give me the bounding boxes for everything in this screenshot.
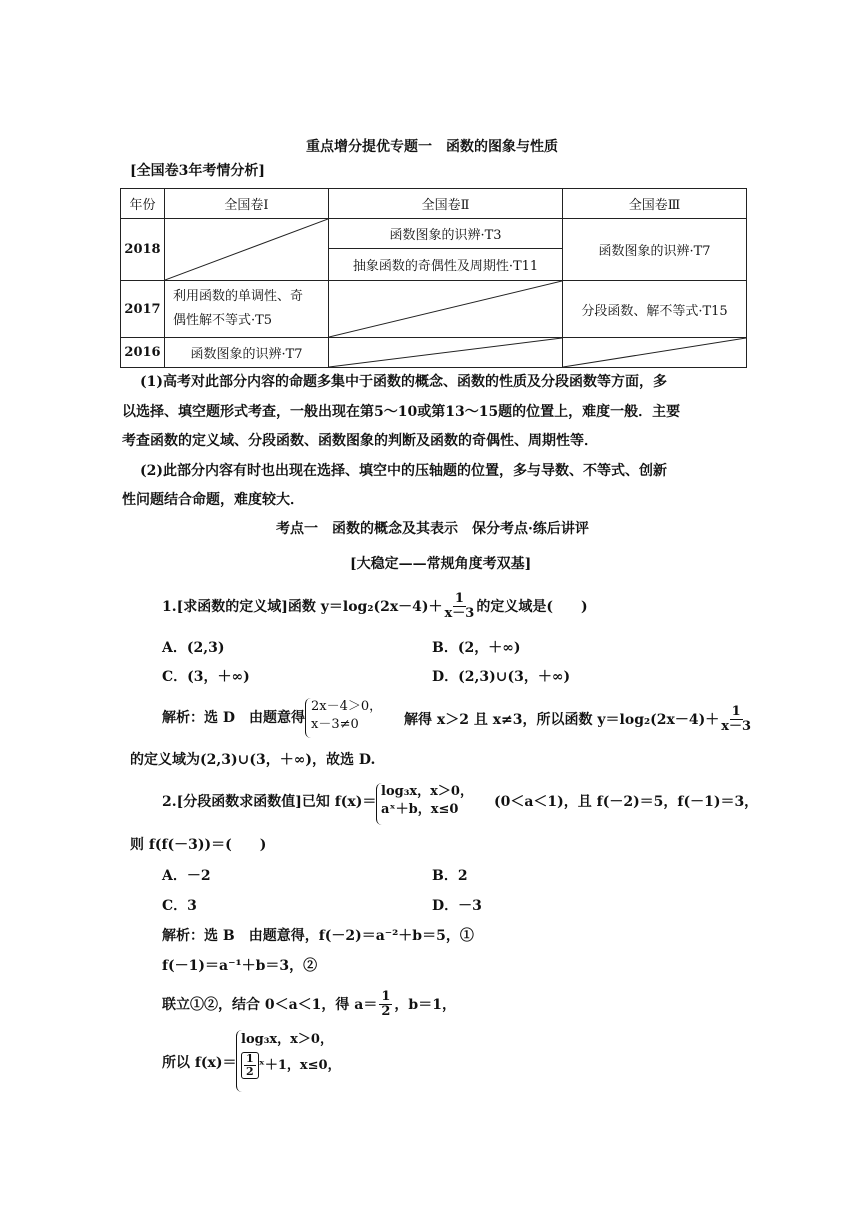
parenthesized-fraction	[241, 1052, 259, 1079]
note-1-line-1: (1)高考对此部分内容的命题多集中于函数的概念、函数的性质及分段函数等方面，多	[140, 374, 667, 390]
table-row-2017	[121, 281, 747, 338]
header-year: 年份	[121, 189, 165, 219]
q2-option-d: D．－3	[432, 898, 482, 914]
year-cell: 2016	[121, 338, 165, 368]
q2-option-a: A．－2	[162, 868, 211, 884]
piecewise-case: log₃x，x＞0，	[381, 784, 473, 799]
year-cell: 2017	[121, 281, 165, 338]
solution-text: 联立①②，结合 0＜a＜1，得 a＝	[162, 996, 378, 1013]
q2-option-b: B．2	[432, 868, 468, 884]
cell-line: 偶性解不等式·T5	[173, 313, 273, 328]
page-title: 重点增分提优专题一 函数的图象与性质	[306, 139, 558, 155]
q2-stem-question: 则 f(f(－3))＝( )	[130, 837, 267, 853]
q1-solution-body	[404, 705, 753, 734]
table-row-2018	[121, 219, 747, 249]
fraction-numerator: 1	[381, 989, 391, 1004]
note-2-line-2: 性问题结合命题，难度较大．	[122, 492, 304, 508]
solution-text: ，b＝1，	[394, 996, 456, 1013]
q2-option-c: C．3	[162, 898, 197, 914]
fraction-numerator: 1	[246, 1052, 254, 1065]
fraction	[721, 705, 751, 734]
q2-solution-line-2: f(－1)＝a⁻¹＋b＝3，②	[162, 958, 318, 974]
table-cell: 函数图象的识辨·T7	[165, 338, 329, 368]
fraction-numerator: 1	[454, 591, 464, 606]
q1-option-b: B．(2，＋∞)	[432, 640, 521, 656]
q2-piecewise	[381, 783, 473, 819]
section-subheading: [大稳定——常规角度考双基]	[350, 556, 532, 572]
solution-text: 解得 x＞2 且 x≠3，所以函数 y＝log₂(2x－4)＋	[404, 711, 720, 728]
table-cell: 分段函数、解不等式·T15	[563, 281, 747, 338]
piecewise-case	[241, 1052, 341, 1079]
header-paper-1: 全国卷Ⅰ	[165, 189, 329, 219]
q2-solution-piecewise	[241, 1030, 341, 1079]
fraction-denominator: x－3	[444, 606, 475, 621]
q1-option-d: D．(2,3)∪(3，＋∞)	[432, 669, 571, 685]
q2-stem-condition: (0＜a＜1)，且 f(－2)＝5，f(－1)＝3，	[494, 794, 759, 810]
empty-cell-diagonal	[165, 219, 329, 281]
fraction	[379, 990, 392, 1019]
q1-stem	[162, 592, 588, 621]
fraction-denominator: 2	[246, 1065, 254, 1078]
fraction	[445, 592, 475, 621]
table-cell: 函数图象的识辨·T3	[329, 219, 563, 249]
note-2-line-1: (2)此部分内容有时也出现在选择、填空中的压轴题的位置，多与导数、不等式、创新	[140, 463, 667, 479]
header-paper-3: 全国卷Ⅲ	[563, 189, 747, 219]
empty-cell-diagonal	[329, 338, 563, 368]
empty-cell-diagonal	[563, 338, 747, 368]
section-heading: 考点一 函数的概念及其表示 保分考点·练后讲评	[276, 521, 589, 537]
table-cell	[165, 281, 329, 338]
piecewise-case: log₃x，x＞0，	[241, 1032, 333, 1047]
table-row-2016	[121, 338, 747, 368]
fraction	[244, 1053, 256, 1078]
analysis-label: [全国卷3年考情分析]	[130, 163, 265, 179]
q1-option-c: C．(3，＋∞)	[162, 669, 250, 685]
note-1-line-3: 考查函数的定义域、分段函数、函数图象的判断及函数的奇偶性、周期性等．	[122, 433, 598, 449]
table-header-row	[121, 189, 747, 219]
solution-text: ˣ＋1，x≤0，	[258, 1057, 341, 1073]
header-paper-2: 全国卷Ⅱ	[329, 189, 563, 219]
fraction-denominator: 2	[381, 1004, 391, 1019]
q1-solution-end: 的定义域为(2,3)∪(3，＋∞)，故选 D.	[130, 752, 376, 768]
fraction-numerator: 1	[731, 704, 741, 719]
q1-solution-intro: 解析：选 D 由题意得	[162, 710, 306, 726]
note-1-line-2: 以选择、填空题形式考查，一般出现在第5～10或第13～15题的位置上，难度一般．主要	[122, 404, 681, 420]
piecewise-case: aˣ＋b，x≤0	[381, 802, 459, 817]
q1-stem-text: 的定义域是( )	[476, 598, 588, 615]
q1-system	[311, 698, 382, 734]
q1-option-a: A．(2,3)	[162, 640, 225, 656]
q2-solution-line-4: 所以 f(x)＝	[162, 1055, 237, 1071]
system-line: x－3≠0	[311, 717, 359, 732]
q2-stem: 2.[分段函数求函数值]已知 f(x)＝	[162, 794, 377, 810]
table-cell: 函数图象的识辨·T7	[563, 219, 747, 281]
empty-cell-diagonal	[329, 281, 563, 338]
cell-line: 利用函数的单调性、奇	[173, 289, 304, 304]
q1-stem-text: 1.[求函数的定义域]函数 y＝log₂(2x－4)＋	[162, 598, 443, 615]
exam-analysis-table	[120, 188, 747, 368]
fraction-denominator: x－3	[721, 719, 751, 734]
year-cell: 2018	[121, 219, 165, 281]
table-cell: 抽象函数的奇偶性及周期性·T11	[329, 249, 563, 281]
system-line: 2x－4＞0，	[311, 699, 383, 714]
q2-solution-line-1: 解析：选 B 由题意得，f(－2)＝a⁻²＋b＝5，①	[162, 928, 474, 944]
q2-solution-line-3	[162, 990, 456, 1019]
